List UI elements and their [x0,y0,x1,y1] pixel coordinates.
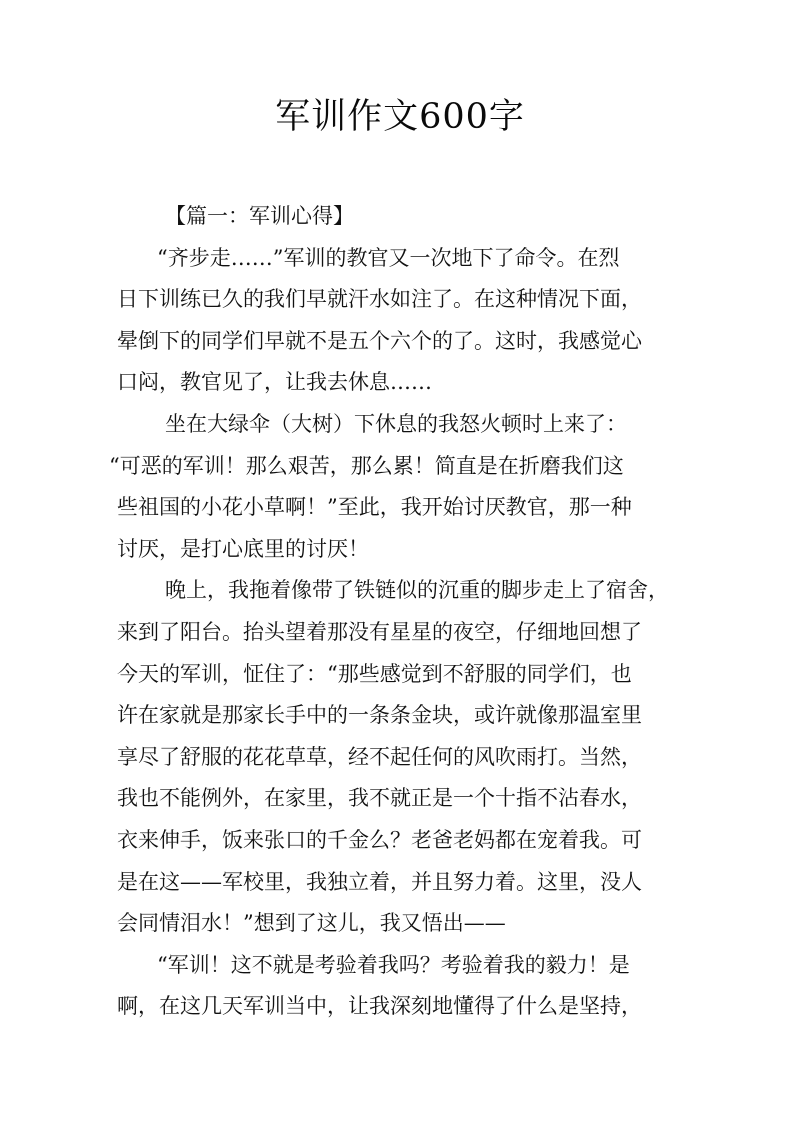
paragraph-line: “军训！这不就是考验着我吗？考验着我的毅力！是 [157,952,630,977]
paragraph-line: 讨厌，是打心底里的讨厌！ [117,536,369,561]
paragraph-line: 衣来伸手，饭来张口的千金么？老爸老妈都在宠着我。可 [117,827,642,852]
paragraph-line: 日下训练已久的我们早就汗水如注了。在这种情况下面， [117,287,642,312]
paragraph-line: 些祖国的小花小草啊！”至此，我开始讨厌教官，那一种 [117,495,632,520]
paragraph-line: 晕倒下的同学们早就不是五个六个的了。这时，我感觉心 [117,328,642,353]
paragraph-line: “齐步走……”军训的教官又一次地下了命令。在烈 [157,245,620,270]
paragraph-line: 是在这——军校里，我独立着，并且努力着。这里，没人 [117,869,642,894]
paragraph-line: 今天的军训，怔住了：“那些感觉到不舒服的同学们，也 [117,661,632,686]
paragraph-line: 许在家就是那家长手中的一条条金块，或许就像那温室里 [117,703,642,728]
article-body [109,196,677,1028]
paragraph-line: 坐在大绿伞（大树）下休息的我怒火顿时上来了： [165,411,627,436]
paragraph-line: 会同情泪水！”想到了这儿，我又悟出—— [117,911,506,936]
paragraph-line: 啊，在这几天军训当中，让我深刻地懂得了什么是坚持， [117,994,642,1019]
paragraph-line: 享尽了舒服的花花草草，经不起任何的风吹雨打。当然， [117,744,642,769]
paragraph-line: 来到了阳台。抬头望着那没有星星的夜空，仔细地回想了 [117,619,642,644]
paragraph-line: 我也不能例外，在家里，我不就正是一个十指不沾春水， [117,786,642,811]
paragraph-line: 晚上，我拖着像带了铁链似的沉重的脚步走上了宿舍， [165,578,669,603]
paragraph-line: “可恶的军训！那么艰苦，那么累！简直是在折磨我们这 [109,453,624,478]
paragraph-line: 口闷，教官见了，让我去休息…… [117,370,432,395]
section-heading: 【篇一：军训心得】 [165,204,354,228]
document-title: 军训作文600字 [275,97,525,137]
